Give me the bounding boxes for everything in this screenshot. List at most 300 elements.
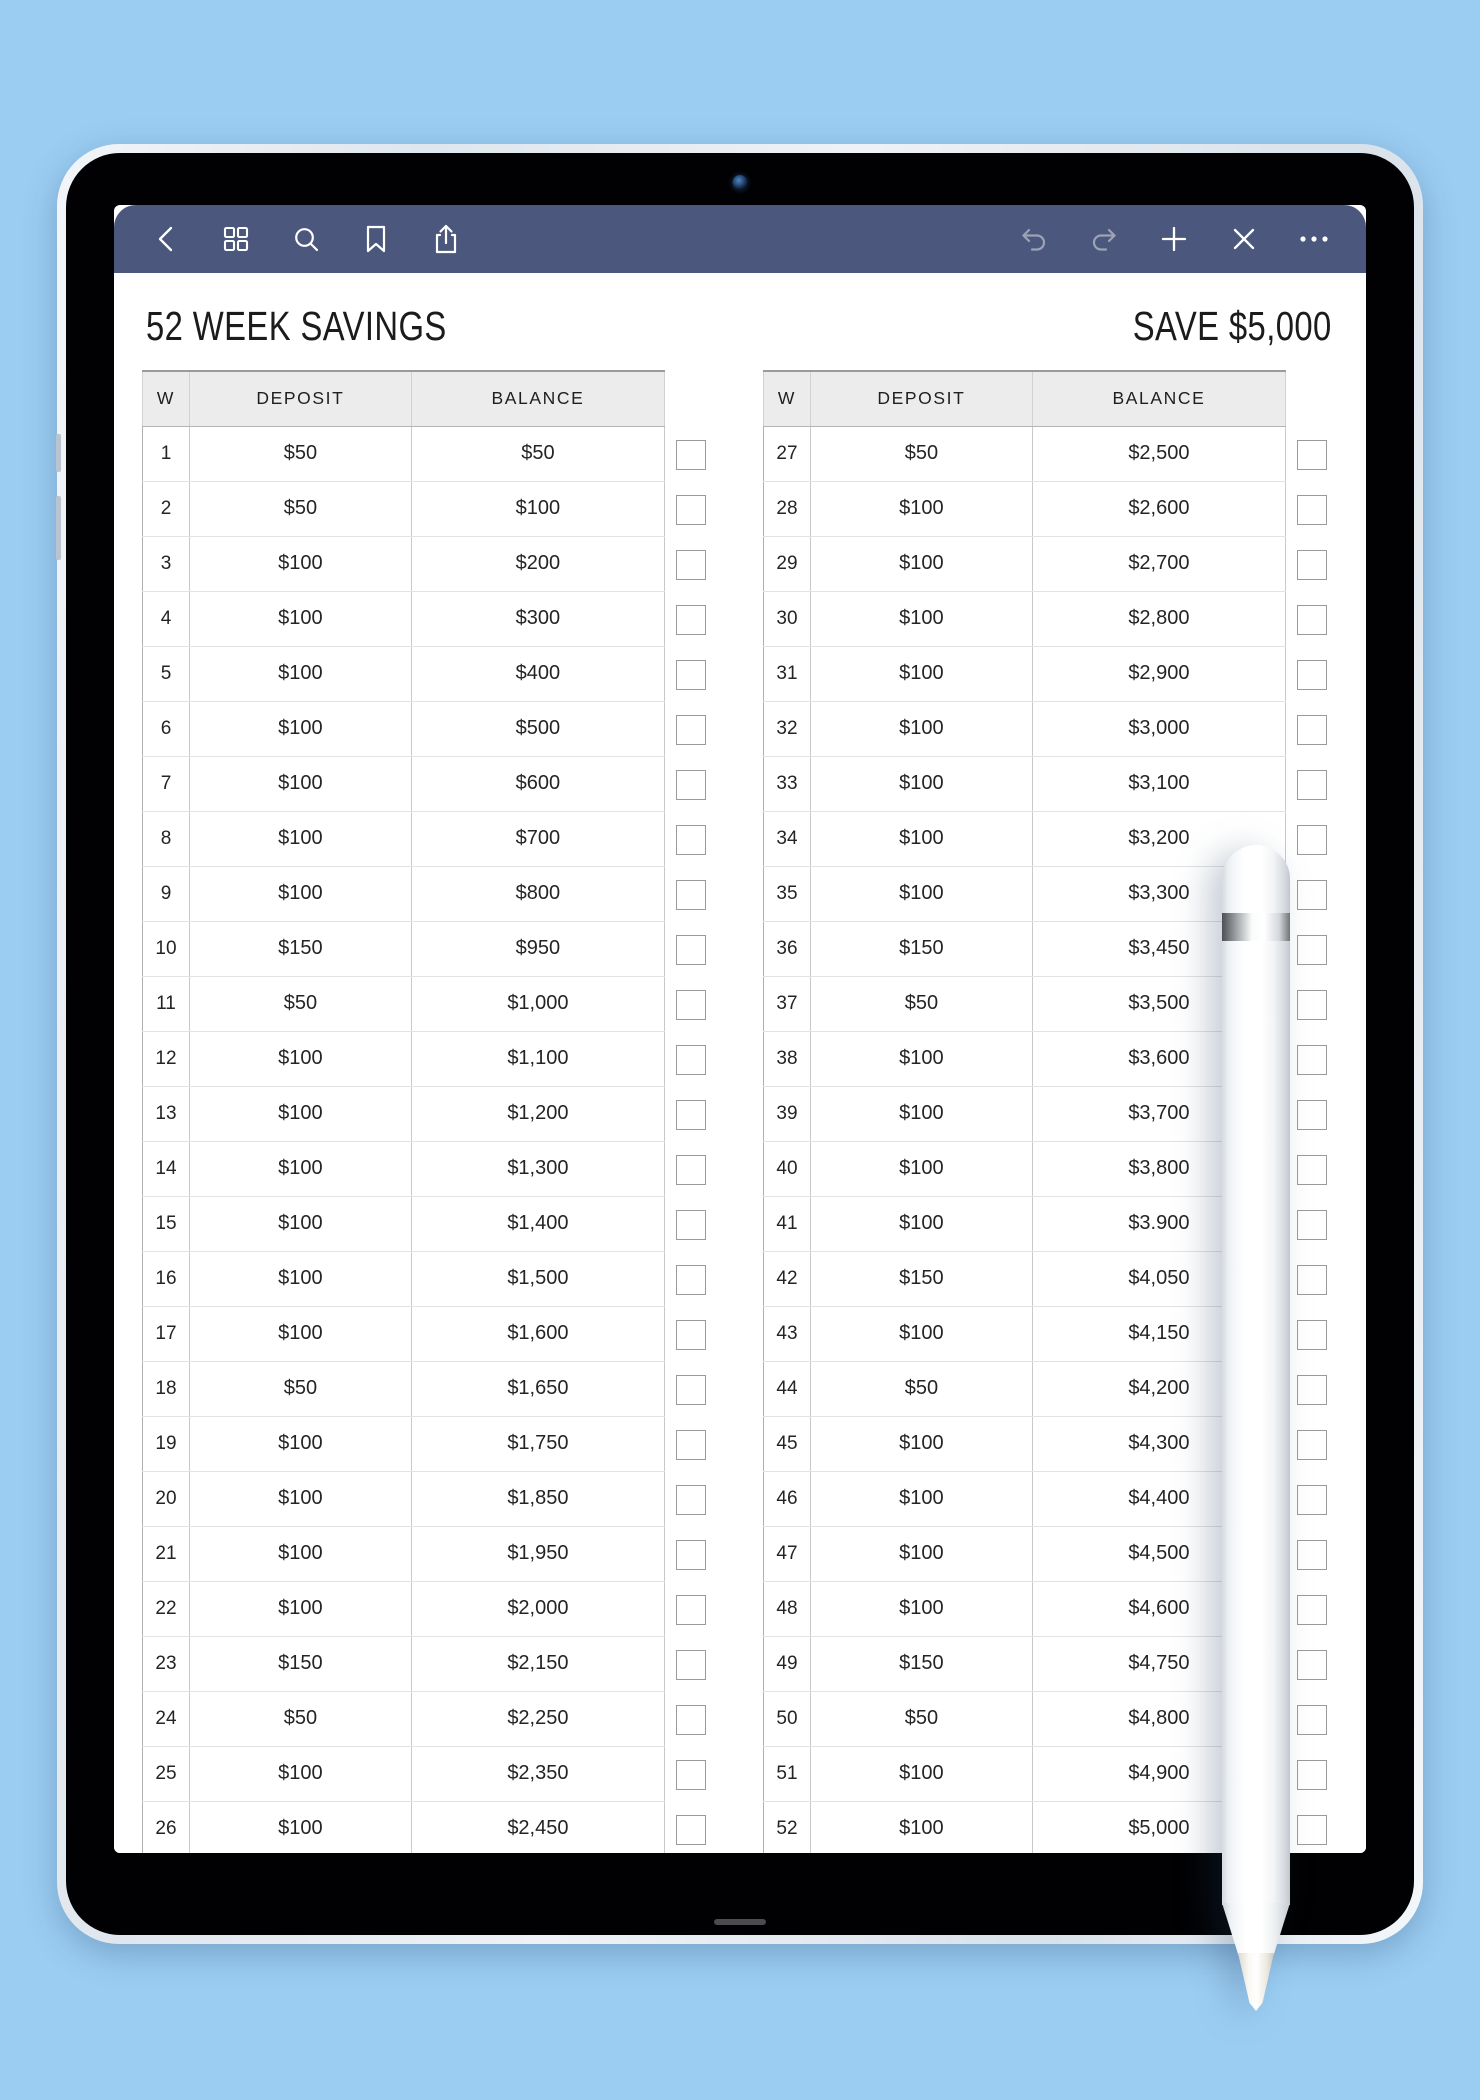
week-checkbox[interactable] bbox=[1297, 1045, 1327, 1075]
cell-balance[interactable]: $1,750 bbox=[411, 1416, 664, 1471]
bookmark-icon[interactable] bbox=[356, 219, 396, 259]
cell-week: 42 bbox=[764, 1251, 811, 1306]
cell-week: 19 bbox=[143, 1416, 190, 1471]
cell-week: 26 bbox=[143, 1801, 190, 1853]
device-button-nub bbox=[56, 496, 61, 560]
cell-balance[interactable]: $1,650 bbox=[411, 1361, 664, 1416]
cell-balance[interactable]: $200 bbox=[411, 536, 664, 591]
week-checkbox[interactable] bbox=[676, 1760, 706, 1790]
cell-week: 14 bbox=[143, 1141, 190, 1196]
week-checkbox[interactable] bbox=[676, 1485, 706, 1515]
cell-balance[interactable]: $4,600 bbox=[1032, 1581, 1285, 1636]
cell-balance[interactable]: $2,350 bbox=[411, 1746, 664, 1801]
week-checkbox[interactable] bbox=[1297, 990, 1327, 1020]
table-row bbox=[764, 701, 1286, 756]
week-checkbox[interactable] bbox=[676, 770, 706, 800]
checkbox-cell bbox=[676, 427, 706, 482]
cell-balance[interactable]: $5,000 bbox=[1032, 1801, 1285, 1853]
week-checkbox[interactable] bbox=[1297, 1650, 1327, 1680]
checkbox-cell bbox=[676, 1692, 706, 1747]
week-checkbox[interactable] bbox=[676, 1320, 706, 1350]
table-row bbox=[764, 1471, 1286, 1526]
cell-week: 33 bbox=[764, 756, 811, 811]
week-checkbox[interactable] bbox=[676, 1100, 706, 1130]
week-checkbox[interactable] bbox=[1297, 1100, 1327, 1130]
table-row bbox=[764, 1691, 1286, 1746]
table-row bbox=[143, 591, 665, 646]
checkbox-cell bbox=[1297, 1362, 1327, 1417]
cell-balance[interactable]: $2,500 bbox=[1032, 426, 1285, 481]
table-row bbox=[143, 1471, 665, 1526]
cell-balance[interactable]: $600 bbox=[411, 756, 664, 811]
table-row bbox=[143, 976, 665, 1031]
checkbox-cell bbox=[1297, 1087, 1327, 1142]
checkbox-cell bbox=[676, 1032, 706, 1087]
week-checkbox[interactable] bbox=[676, 825, 706, 855]
checkbox-column-right bbox=[1286, 370, 1338, 1853]
document-page bbox=[114, 273, 1366, 1853]
cell-deposit[interactable]: $50 bbox=[189, 976, 411, 1031]
redo-icon[interactable] bbox=[1084, 219, 1124, 259]
week-checkbox[interactable] bbox=[1297, 1210, 1327, 1240]
week-checkbox[interactable] bbox=[676, 715, 706, 745]
cell-balance[interactable]: $3.900 bbox=[1032, 1196, 1285, 1251]
cell-week: 13 bbox=[143, 1086, 190, 1141]
checkbox-cell bbox=[676, 1307, 706, 1362]
cell-balance[interactable]: $2,450 bbox=[411, 1801, 664, 1853]
cell-deposit[interactable]: $100 bbox=[189, 701, 411, 756]
cell-deposit[interactable]: $50 bbox=[189, 426, 411, 481]
week-checkbox[interactable] bbox=[1297, 1375, 1327, 1405]
checkbox-cell bbox=[1297, 1802, 1327, 1853]
cell-balance[interactable]: $4,200 bbox=[1032, 1361, 1285, 1416]
table-row bbox=[143, 701, 665, 756]
savings-table-left bbox=[142, 370, 665, 1853]
column-header-deposit: DEPOSIT bbox=[810, 371, 1032, 426]
week-checkbox[interactable] bbox=[1297, 440, 1327, 470]
cell-balance[interactable]: $2,250 bbox=[411, 1691, 664, 1746]
table-row bbox=[764, 1746, 1286, 1801]
cell-deposit[interactable]: $100 bbox=[810, 701, 1032, 756]
week-checkbox[interactable] bbox=[1297, 770, 1327, 800]
cell-balance[interactable]: $800 bbox=[411, 866, 664, 921]
cell-week: 7 bbox=[143, 756, 190, 811]
cell-deposit[interactable]: $100 bbox=[810, 481, 1032, 536]
cell-balance[interactable]: $700 bbox=[411, 811, 664, 866]
cell-week: 6 bbox=[143, 701, 190, 756]
cell-deposit[interactable]: $100 bbox=[189, 646, 411, 701]
cell-balance[interactable]: $1,200 bbox=[411, 1086, 664, 1141]
plus-icon[interactable] bbox=[1154, 219, 1194, 259]
cell-week: 45 bbox=[764, 1416, 811, 1471]
cell-week: 39 bbox=[764, 1086, 811, 1141]
cell-balance[interactable]: $3,200 bbox=[1032, 811, 1285, 866]
cell-week: 5 bbox=[143, 646, 190, 701]
cell-deposit[interactable]: $100 bbox=[810, 1086, 1032, 1141]
cell-balance[interactable]: $3,100 bbox=[1032, 756, 1285, 811]
column-header-week: W bbox=[764, 371, 811, 426]
table-row bbox=[143, 1691, 665, 1746]
cell-balance[interactable]: $4,300 bbox=[1032, 1416, 1285, 1471]
toolbar-left-group bbox=[146, 219, 466, 259]
cell-balance[interactable]: $300 bbox=[411, 591, 664, 646]
cell-balance[interactable]: $4,400 bbox=[1032, 1471, 1285, 1526]
cell-deposit[interactable]: $100 bbox=[189, 1581, 411, 1636]
cell-deposit[interactable]: $100 bbox=[810, 646, 1032, 701]
checkbox-cell bbox=[676, 1747, 706, 1802]
cell-deposit[interactable]: $150 bbox=[810, 921, 1032, 976]
cell-deposit[interactable]: $100 bbox=[810, 1526, 1032, 1581]
cell-deposit[interactable]: $100 bbox=[189, 1141, 411, 1196]
week-checkbox[interactable] bbox=[1297, 1540, 1327, 1570]
table-row bbox=[764, 1196, 1286, 1251]
cell-balance[interactable]: $2,600 bbox=[1032, 481, 1285, 536]
cell-balance[interactable]: $3,700 bbox=[1032, 1086, 1285, 1141]
cell-balance[interactable]: $500 bbox=[411, 701, 664, 756]
table-row bbox=[764, 976, 1286, 1031]
checkbox-cell bbox=[676, 1362, 706, 1417]
cell-deposit[interactable]: $50 bbox=[189, 481, 411, 536]
checkbox-cell bbox=[1297, 1527, 1327, 1582]
cell-deposit[interactable]: $50 bbox=[810, 976, 1032, 1031]
cell-week: 52 bbox=[764, 1801, 811, 1853]
cell-week: 36 bbox=[764, 921, 811, 976]
cell-deposit[interactable]: $50 bbox=[810, 1361, 1032, 1416]
week-checkbox[interactable] bbox=[676, 990, 706, 1020]
table-row bbox=[764, 1416, 1286, 1471]
cell-balance[interactable]: $950 bbox=[411, 921, 664, 976]
cell-balance[interactable]: $50 bbox=[411, 426, 664, 481]
checkbox-cell bbox=[676, 592, 706, 647]
cell-deposit[interactable]: $100 bbox=[810, 811, 1032, 866]
week-checkbox[interactable] bbox=[676, 1265, 706, 1295]
checkbox-cell bbox=[676, 977, 706, 1032]
table-row bbox=[764, 1801, 1286, 1853]
week-checkbox[interactable] bbox=[1297, 825, 1327, 855]
week-checkbox[interactable] bbox=[676, 935, 706, 965]
savings-goal-label: SAVE $5,000 bbox=[1133, 303, 1332, 349]
cell-deposit[interactable]: $100 bbox=[189, 1416, 411, 1471]
checkbox-cell bbox=[1297, 1032, 1327, 1087]
cell-week: 15 bbox=[143, 1196, 190, 1251]
cell-deposit[interactable]: $150 bbox=[810, 1251, 1032, 1306]
grid-icon[interactable] bbox=[216, 219, 256, 259]
checkbox-cell bbox=[1297, 1307, 1327, 1362]
cell-deposit[interactable]: $100 bbox=[189, 1086, 411, 1141]
cell-week: 12 bbox=[143, 1031, 190, 1086]
week-checkbox[interactable] bbox=[676, 1705, 706, 1735]
week-checkbox[interactable] bbox=[676, 1650, 706, 1680]
cell-week: 41 bbox=[764, 1196, 811, 1251]
checkbox-cell bbox=[1297, 1142, 1327, 1197]
week-checkbox[interactable] bbox=[1297, 1705, 1327, 1735]
week-checkbox[interactable] bbox=[676, 1540, 706, 1570]
cell-balance[interactable]: $4,800 bbox=[1032, 1691, 1285, 1746]
checkbox-cell bbox=[1297, 702, 1327, 757]
checkbox-cell bbox=[1297, 1197, 1327, 1252]
cell-deposit[interactable]: $100 bbox=[189, 866, 411, 921]
cell-balance[interactable]: $3,500 bbox=[1032, 976, 1285, 1031]
cell-week: 11 bbox=[143, 976, 190, 1031]
checkbox-cell bbox=[676, 812, 706, 867]
ipad-screen bbox=[114, 205, 1366, 1853]
table-row bbox=[764, 921, 1286, 976]
cell-deposit[interactable]: $100 bbox=[810, 866, 1032, 921]
table-row bbox=[143, 1581, 665, 1636]
week-checkbox[interactable] bbox=[676, 880, 706, 910]
cell-balance[interactable]: $1,000 bbox=[411, 976, 664, 1031]
week-checkbox[interactable] bbox=[676, 605, 706, 635]
column-header-week: W bbox=[143, 371, 190, 426]
table-row bbox=[764, 1306, 1286, 1361]
cell-deposit[interactable]: $100 bbox=[189, 811, 411, 866]
cell-week: 31 bbox=[764, 646, 811, 701]
cell-week: 4 bbox=[143, 591, 190, 646]
checkbox-cell bbox=[1297, 1417, 1327, 1472]
savings-tables bbox=[142, 370, 1338, 1853]
cell-week: 32 bbox=[764, 701, 811, 756]
cell-deposit[interactable]: $100 bbox=[189, 536, 411, 591]
page-header bbox=[142, 303, 1338, 350]
cell-balance[interactable]: $100 bbox=[411, 481, 664, 536]
checkbox-cell bbox=[1297, 867, 1327, 922]
table-row bbox=[764, 481, 1286, 536]
cell-deposit[interactable]: $50 bbox=[810, 426, 1032, 481]
week-checkbox[interactable] bbox=[676, 550, 706, 580]
week-checkbox[interactable] bbox=[676, 1155, 706, 1185]
week-checkbox[interactable] bbox=[676, 1375, 706, 1405]
table-row bbox=[764, 1031, 1286, 1086]
cell-balance[interactable]: $1,300 bbox=[411, 1141, 664, 1196]
cell-week: 50 bbox=[764, 1691, 811, 1746]
table-row bbox=[143, 866, 665, 921]
more-icon[interactable] bbox=[1294, 219, 1334, 259]
week-checkbox[interactable] bbox=[1297, 660, 1327, 690]
week-checkbox[interactable] bbox=[1297, 550, 1327, 580]
checkbox-cell bbox=[676, 1637, 706, 1692]
cell-deposit[interactable]: $100 bbox=[810, 1746, 1032, 1801]
week-checkbox[interactable] bbox=[676, 495, 706, 525]
cell-balance[interactable]: $4,500 bbox=[1032, 1526, 1285, 1581]
checkbox-column-left bbox=[665, 370, 717, 1853]
table-row bbox=[143, 1801, 665, 1853]
table-row bbox=[143, 1196, 665, 1251]
cell-week: 2 bbox=[143, 481, 190, 536]
table-row bbox=[764, 591, 1286, 646]
week-checkbox[interactable] bbox=[676, 440, 706, 470]
cell-balance[interactable]: $4,150 bbox=[1032, 1306, 1285, 1361]
table-row bbox=[143, 1306, 665, 1361]
toolbar-right-group bbox=[1014, 219, 1334, 259]
cell-deposit[interactable]: $150 bbox=[189, 921, 411, 976]
table-row bbox=[764, 536, 1286, 591]
cell-deposit[interactable]: $100 bbox=[810, 1196, 1032, 1251]
cell-deposit[interactable]: $100 bbox=[810, 1031, 1032, 1086]
table-row bbox=[143, 1031, 665, 1086]
cell-balance[interactable]: $4,050 bbox=[1032, 1251, 1285, 1306]
cell-balance[interactable]: $1,100 bbox=[411, 1031, 664, 1086]
cell-balance[interactable]: $2,150 bbox=[411, 1636, 664, 1691]
cell-deposit[interactable]: $50 bbox=[189, 1361, 411, 1416]
cell-deposit[interactable]: $100 bbox=[189, 1746, 411, 1801]
cell-week: 49 bbox=[764, 1636, 811, 1691]
week-checkbox[interactable] bbox=[1297, 1155, 1327, 1185]
back-icon[interactable] bbox=[146, 219, 186, 259]
table-row bbox=[764, 646, 1286, 701]
cell-balance[interactable]: $400 bbox=[411, 646, 664, 701]
checkbox-cell bbox=[1297, 592, 1327, 647]
cell-deposit[interactable]: $100 bbox=[810, 1471, 1032, 1526]
cell-week: 46 bbox=[764, 1471, 811, 1526]
week-checkbox[interactable] bbox=[676, 1210, 706, 1240]
table-row bbox=[764, 756, 1286, 811]
cell-balance[interactable]: $2,700 bbox=[1032, 536, 1285, 591]
cell-balance[interactable]: $2,800 bbox=[1032, 591, 1285, 646]
cell-deposit[interactable]: $100 bbox=[810, 1141, 1032, 1196]
search-icon[interactable] bbox=[286, 219, 326, 259]
cell-balance[interactable]: $3,600 bbox=[1032, 1031, 1285, 1086]
week-checkbox[interactable] bbox=[1297, 1430, 1327, 1460]
table-row bbox=[764, 1636, 1286, 1691]
checkbox-cell bbox=[1297, 977, 1327, 1032]
checkbox-cell bbox=[676, 922, 706, 977]
close-icon[interactable] bbox=[1224, 219, 1264, 259]
week-checkbox[interactable] bbox=[1297, 1595, 1327, 1625]
checkbox-cell bbox=[1297, 922, 1327, 977]
table-row bbox=[764, 1086, 1286, 1141]
table-row bbox=[143, 1746, 665, 1801]
cell-deposit[interactable]: $100 bbox=[189, 591, 411, 646]
week-checkbox[interactable] bbox=[1297, 1815, 1327, 1845]
savings-table-right-body bbox=[764, 426, 1286, 1853]
week-checkbox[interactable] bbox=[1297, 1320, 1327, 1350]
ipad-bezel bbox=[66, 153, 1414, 1935]
cell-week: 43 bbox=[764, 1306, 811, 1361]
week-checkbox[interactable] bbox=[676, 1045, 706, 1075]
cell-balance[interactable]: $1,950 bbox=[411, 1526, 664, 1581]
cell-balance[interactable]: $1,600 bbox=[411, 1306, 664, 1361]
cell-deposit[interactable]: $100 bbox=[810, 756, 1032, 811]
table-row bbox=[764, 1251, 1286, 1306]
share-icon[interactable] bbox=[426, 219, 466, 259]
cell-week: 47 bbox=[764, 1526, 811, 1581]
cell-deposit[interactable]: $100 bbox=[189, 756, 411, 811]
cell-deposit[interactable]: $50 bbox=[189, 1691, 411, 1746]
week-checkbox[interactable] bbox=[676, 1595, 706, 1625]
table-row bbox=[143, 1141, 665, 1196]
week-checkbox[interactable] bbox=[1297, 1760, 1327, 1790]
apple-pencil-tip bbox=[1238, 1953, 1274, 2011]
cell-deposit[interactable]: $100 bbox=[810, 1801, 1032, 1853]
checkbox-cell bbox=[676, 1472, 706, 1527]
table-row bbox=[764, 866, 1286, 921]
table-row bbox=[143, 1086, 665, 1141]
cell-week: 24 bbox=[143, 1691, 190, 1746]
cell-balance[interactable]: $2,900 bbox=[1032, 646, 1285, 701]
table-row bbox=[764, 1526, 1286, 1581]
savings-table-left-column bbox=[142, 370, 717, 1853]
cell-deposit[interactable]: $100 bbox=[810, 1416, 1032, 1471]
week-checkbox[interactable] bbox=[676, 1815, 706, 1845]
cell-deposit[interactable]: $50 bbox=[810, 1691, 1032, 1746]
column-header-deposit: DEPOSIT bbox=[189, 371, 411, 426]
cell-balance[interactable]: $3,450 bbox=[1032, 921, 1285, 976]
week-checkbox[interactable] bbox=[1297, 1265, 1327, 1295]
savings-table-left-body bbox=[143, 426, 665, 1853]
cell-week: 10 bbox=[143, 921, 190, 976]
week-checkbox[interactable] bbox=[1297, 935, 1327, 965]
column-header-balance: BALANCE bbox=[411, 371, 664, 426]
cell-week: 1 bbox=[143, 426, 190, 481]
cell-balance[interactable]: $4,900 bbox=[1032, 1746, 1285, 1801]
cell-deposit[interactable]: $100 bbox=[189, 1471, 411, 1526]
week-checkbox[interactable] bbox=[676, 1430, 706, 1460]
cell-balance[interactable]: $4,750 bbox=[1032, 1636, 1285, 1691]
cell-balance[interactable]: $2,000 bbox=[411, 1581, 664, 1636]
cell-deposit[interactable]: $100 bbox=[189, 1031, 411, 1086]
checkbox-cell bbox=[1297, 812, 1327, 867]
table-row bbox=[143, 921, 665, 976]
cell-balance[interactable]: $3,800 bbox=[1032, 1141, 1285, 1196]
checkbox-cell bbox=[676, 1802, 706, 1853]
cell-deposit[interactable]: $100 bbox=[810, 536, 1032, 591]
cell-week: 16 bbox=[143, 1251, 190, 1306]
cell-week: 37 bbox=[764, 976, 811, 1031]
cell-week: 38 bbox=[764, 1031, 811, 1086]
cell-deposit[interactable]: $100 bbox=[189, 1801, 411, 1853]
checkbox-cell bbox=[1297, 1747, 1327, 1802]
week-checkbox[interactable] bbox=[1297, 880, 1327, 910]
cell-balance[interactable]: $3,300 bbox=[1032, 866, 1285, 921]
cell-deposit[interactable]: $100 bbox=[189, 1306, 411, 1361]
undo-icon[interactable] bbox=[1014, 219, 1054, 259]
cell-deposit[interactable]: $100 bbox=[810, 1306, 1032, 1361]
cell-balance[interactable]: $1,400 bbox=[411, 1196, 664, 1251]
cell-deposit[interactable]: $100 bbox=[189, 1251, 411, 1306]
table-row bbox=[143, 426, 665, 481]
table-header-row bbox=[764, 371, 1286, 426]
cell-deposit[interactable]: $100 bbox=[189, 1196, 411, 1251]
table-row bbox=[143, 646, 665, 701]
table-row bbox=[143, 1526, 665, 1581]
cell-balance[interactable]: $1,850 bbox=[411, 1471, 664, 1526]
table-row bbox=[143, 1361, 665, 1416]
checkbox-cell bbox=[1297, 537, 1327, 592]
checkbox-cell bbox=[1297, 1692, 1327, 1747]
cell-balance[interactable]: $1,500 bbox=[411, 1251, 664, 1306]
checkbox-cell bbox=[676, 757, 706, 812]
week-checkbox[interactable] bbox=[1297, 1485, 1327, 1515]
week-checkbox[interactable] bbox=[676, 660, 706, 690]
cell-deposit[interactable]: $100 bbox=[189, 1526, 411, 1581]
checkbox-cell bbox=[676, 702, 706, 757]
cell-week: 30 bbox=[764, 591, 811, 646]
week-checkbox[interactable] bbox=[1297, 715, 1327, 745]
cell-week: 3 bbox=[143, 536, 190, 591]
cell-week: 8 bbox=[143, 811, 190, 866]
cell-balance[interactable]: $3,000 bbox=[1032, 701, 1285, 756]
checkbox-cell bbox=[1297, 427, 1327, 482]
cell-deposit[interactable]: $100 bbox=[810, 591, 1032, 646]
week-checkbox[interactable] bbox=[1297, 495, 1327, 525]
home-indicator[interactable] bbox=[714, 1919, 766, 1925]
cell-week: 20 bbox=[143, 1471, 190, 1526]
cell-deposit[interactable]: $150 bbox=[189, 1636, 411, 1691]
table-header-row bbox=[143, 371, 665, 426]
week-checkbox[interactable] bbox=[1297, 605, 1327, 635]
cell-deposit[interactable]: $150 bbox=[810, 1636, 1032, 1691]
cell-deposit[interactable]: $100 bbox=[810, 1581, 1032, 1636]
